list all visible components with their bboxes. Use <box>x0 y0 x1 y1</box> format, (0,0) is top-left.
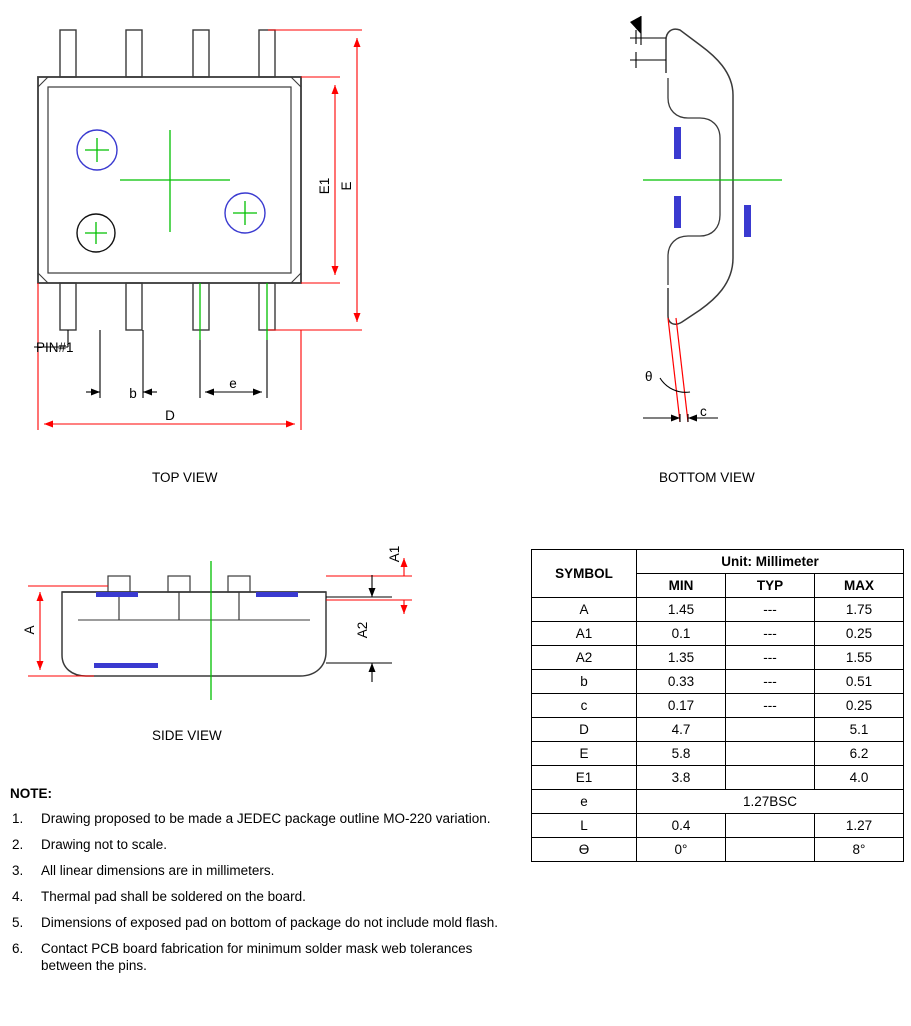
table-header-unit: Unit: Millimeter <box>637 550 904 574</box>
side-view-caption: SIDE VIEW <box>152 728 222 743</box>
top-view-mark-cross-2 <box>233 201 257 225</box>
dimension-E <box>268 30 362 330</box>
dimension-A1 <box>326 558 412 614</box>
note-number: 1. <box>12 811 24 826</box>
table-row <box>532 694 904 718</box>
cell-symbol: A <box>532 598 637 622</box>
dimension-A <box>28 586 108 676</box>
cell-typ: --- <box>726 694 815 718</box>
cell-symbol: A1 <box>532 622 637 646</box>
table-row <box>532 670 904 694</box>
cell-typ: --- <box>726 670 815 694</box>
pin1-label: PIN#1 <box>36 340 74 355</box>
side-view-pads <box>94 592 298 668</box>
table-row <box>532 838 904 862</box>
label-D: D <box>165 408 175 423</box>
table-body <box>532 598 904 862</box>
label-theta: θ <box>645 369 653 384</box>
cell-typ <box>726 766 815 790</box>
table-header-typ: TYP <box>726 574 815 598</box>
cell-max: 0.25 <box>815 622 904 646</box>
cell-max: 0.25 <box>815 694 904 718</box>
note-item <box>10 836 510 853</box>
cell-min: 0.4 <box>637 814 726 838</box>
cell-max: 6.2 <box>815 742 904 766</box>
cell-min: 3.8 <box>637 766 726 790</box>
label-A1: A1 <box>387 545 402 563</box>
dimensions-table <box>531 549 904 862</box>
cell-max: 8° <box>815 838 904 862</box>
note-number: 6. <box>12 941 24 956</box>
note-item <box>10 810 510 827</box>
cell-typ: --- <box>726 622 815 646</box>
note-item <box>10 940 510 974</box>
note-item <box>10 862 510 879</box>
table-row <box>532 766 904 790</box>
label-c: c <box>700 404 707 419</box>
table-row <box>532 718 904 742</box>
side-view-leads <box>108 576 250 620</box>
label-E: E <box>339 181 354 191</box>
cell-symbol: b <box>532 670 637 694</box>
note-number: 5. <box>12 915 24 930</box>
note-text: Drawing proposed to be made a JEDEC package outline MO-220 variation. <box>41 811 491 826</box>
table-row <box>532 814 904 838</box>
table-row <box>532 622 904 646</box>
bottom-view-lead-top-extension <box>630 30 666 68</box>
cell-symbol: ϴ <box>532 838 637 862</box>
cell-typ <box>726 718 815 742</box>
cell-min: 1.45 <box>637 598 726 622</box>
cell-min: 4.7 <box>637 718 726 742</box>
note-number: 4. <box>12 889 24 904</box>
bottom-view-group <box>630 16 782 422</box>
bottom-view-lead-tails <box>668 318 688 422</box>
table-row <box>532 790 904 814</box>
table-row <box>532 598 904 622</box>
cell-symbol: A2 <box>532 646 637 670</box>
notes-block <box>10 786 510 983</box>
top-view-pin1-dot-cross <box>85 222 107 244</box>
top-view-group <box>34 30 362 430</box>
note-text: Thermal pad shall be soldered on the board. <box>41 889 306 904</box>
cell-max: 1.27 <box>815 814 904 838</box>
bottom-view-caption: BOTTOM VIEW <box>659 470 755 485</box>
note-text: All linear dimensions are in millimeters. <box>41 863 275 878</box>
cell-span-value: 1.27BSC <box>637 790 904 814</box>
cell-symbol: E1 <box>532 766 637 790</box>
table-header-symbol: SYMBOL <box>532 550 637 598</box>
note-item <box>10 914 510 931</box>
notes-title: NOTE: <box>10 786 52 801</box>
table-row <box>532 646 904 670</box>
cell-symbol: E <box>532 742 637 766</box>
cell-symbol: c <box>532 694 637 718</box>
cell-min: 0° <box>637 838 726 862</box>
bottom-view-outline <box>666 29 733 324</box>
cell-min: 0.1 <box>637 622 726 646</box>
cell-typ <box>726 814 815 838</box>
top-view-pins-lower <box>60 283 275 330</box>
cell-symbol: D <box>532 718 637 742</box>
note-text: Drawing not to scale. <box>41 837 168 852</box>
note-item <box>10 888 510 905</box>
note-text: Dimensions of exposed pad on bottom of package do not include mold flash. <box>41 915 499 930</box>
bottom-view-pads <box>674 127 751 237</box>
table-row <box>532 742 904 766</box>
dimension-b <box>86 330 157 398</box>
top-view-caption: TOP VIEW <box>152 470 218 485</box>
notes-list <box>10 810 510 974</box>
cell-min: 0.33 <box>637 670 726 694</box>
table-header-max: MAX <box>815 574 904 598</box>
label-e: e <box>229 376 237 391</box>
cell-symbol: e <box>532 790 637 814</box>
note-number: 2. <box>12 837 24 852</box>
cell-min: 0.17 <box>637 694 726 718</box>
cell-typ <box>726 838 815 862</box>
label-E1: E1 <box>317 177 332 195</box>
label-b: b <box>129 386 137 401</box>
cell-max: 0.51 <box>815 670 904 694</box>
cell-max: 5.1 <box>815 718 904 742</box>
table-header-min: MIN <box>637 574 726 598</box>
cell-min: 1.35 <box>637 646 726 670</box>
table-header-row-1 <box>532 550 904 574</box>
cell-max: 4.0 <box>815 766 904 790</box>
bottom-view-inner-profile <box>668 78 720 285</box>
cell-typ: --- <box>726 598 815 622</box>
cell-symbol: L <box>532 814 637 838</box>
label-A2: A2 <box>355 621 370 639</box>
note-number: 3. <box>12 863 24 878</box>
cell-typ <box>726 742 815 766</box>
dimension-c <box>643 414 718 422</box>
top-view-pins-upper <box>60 30 275 77</box>
cell-typ: --- <box>726 646 815 670</box>
top-view-mark-cross-1 <box>85 138 109 162</box>
cell-min: 5.8 <box>637 742 726 766</box>
cell-max: 1.55 <box>815 646 904 670</box>
cell-max: 1.75 <box>815 598 904 622</box>
label-A: A <box>22 625 37 635</box>
note-text: Contact PCB board fabrication for minimum solder mask web tolerances between the pins. <box>41 941 473 973</box>
